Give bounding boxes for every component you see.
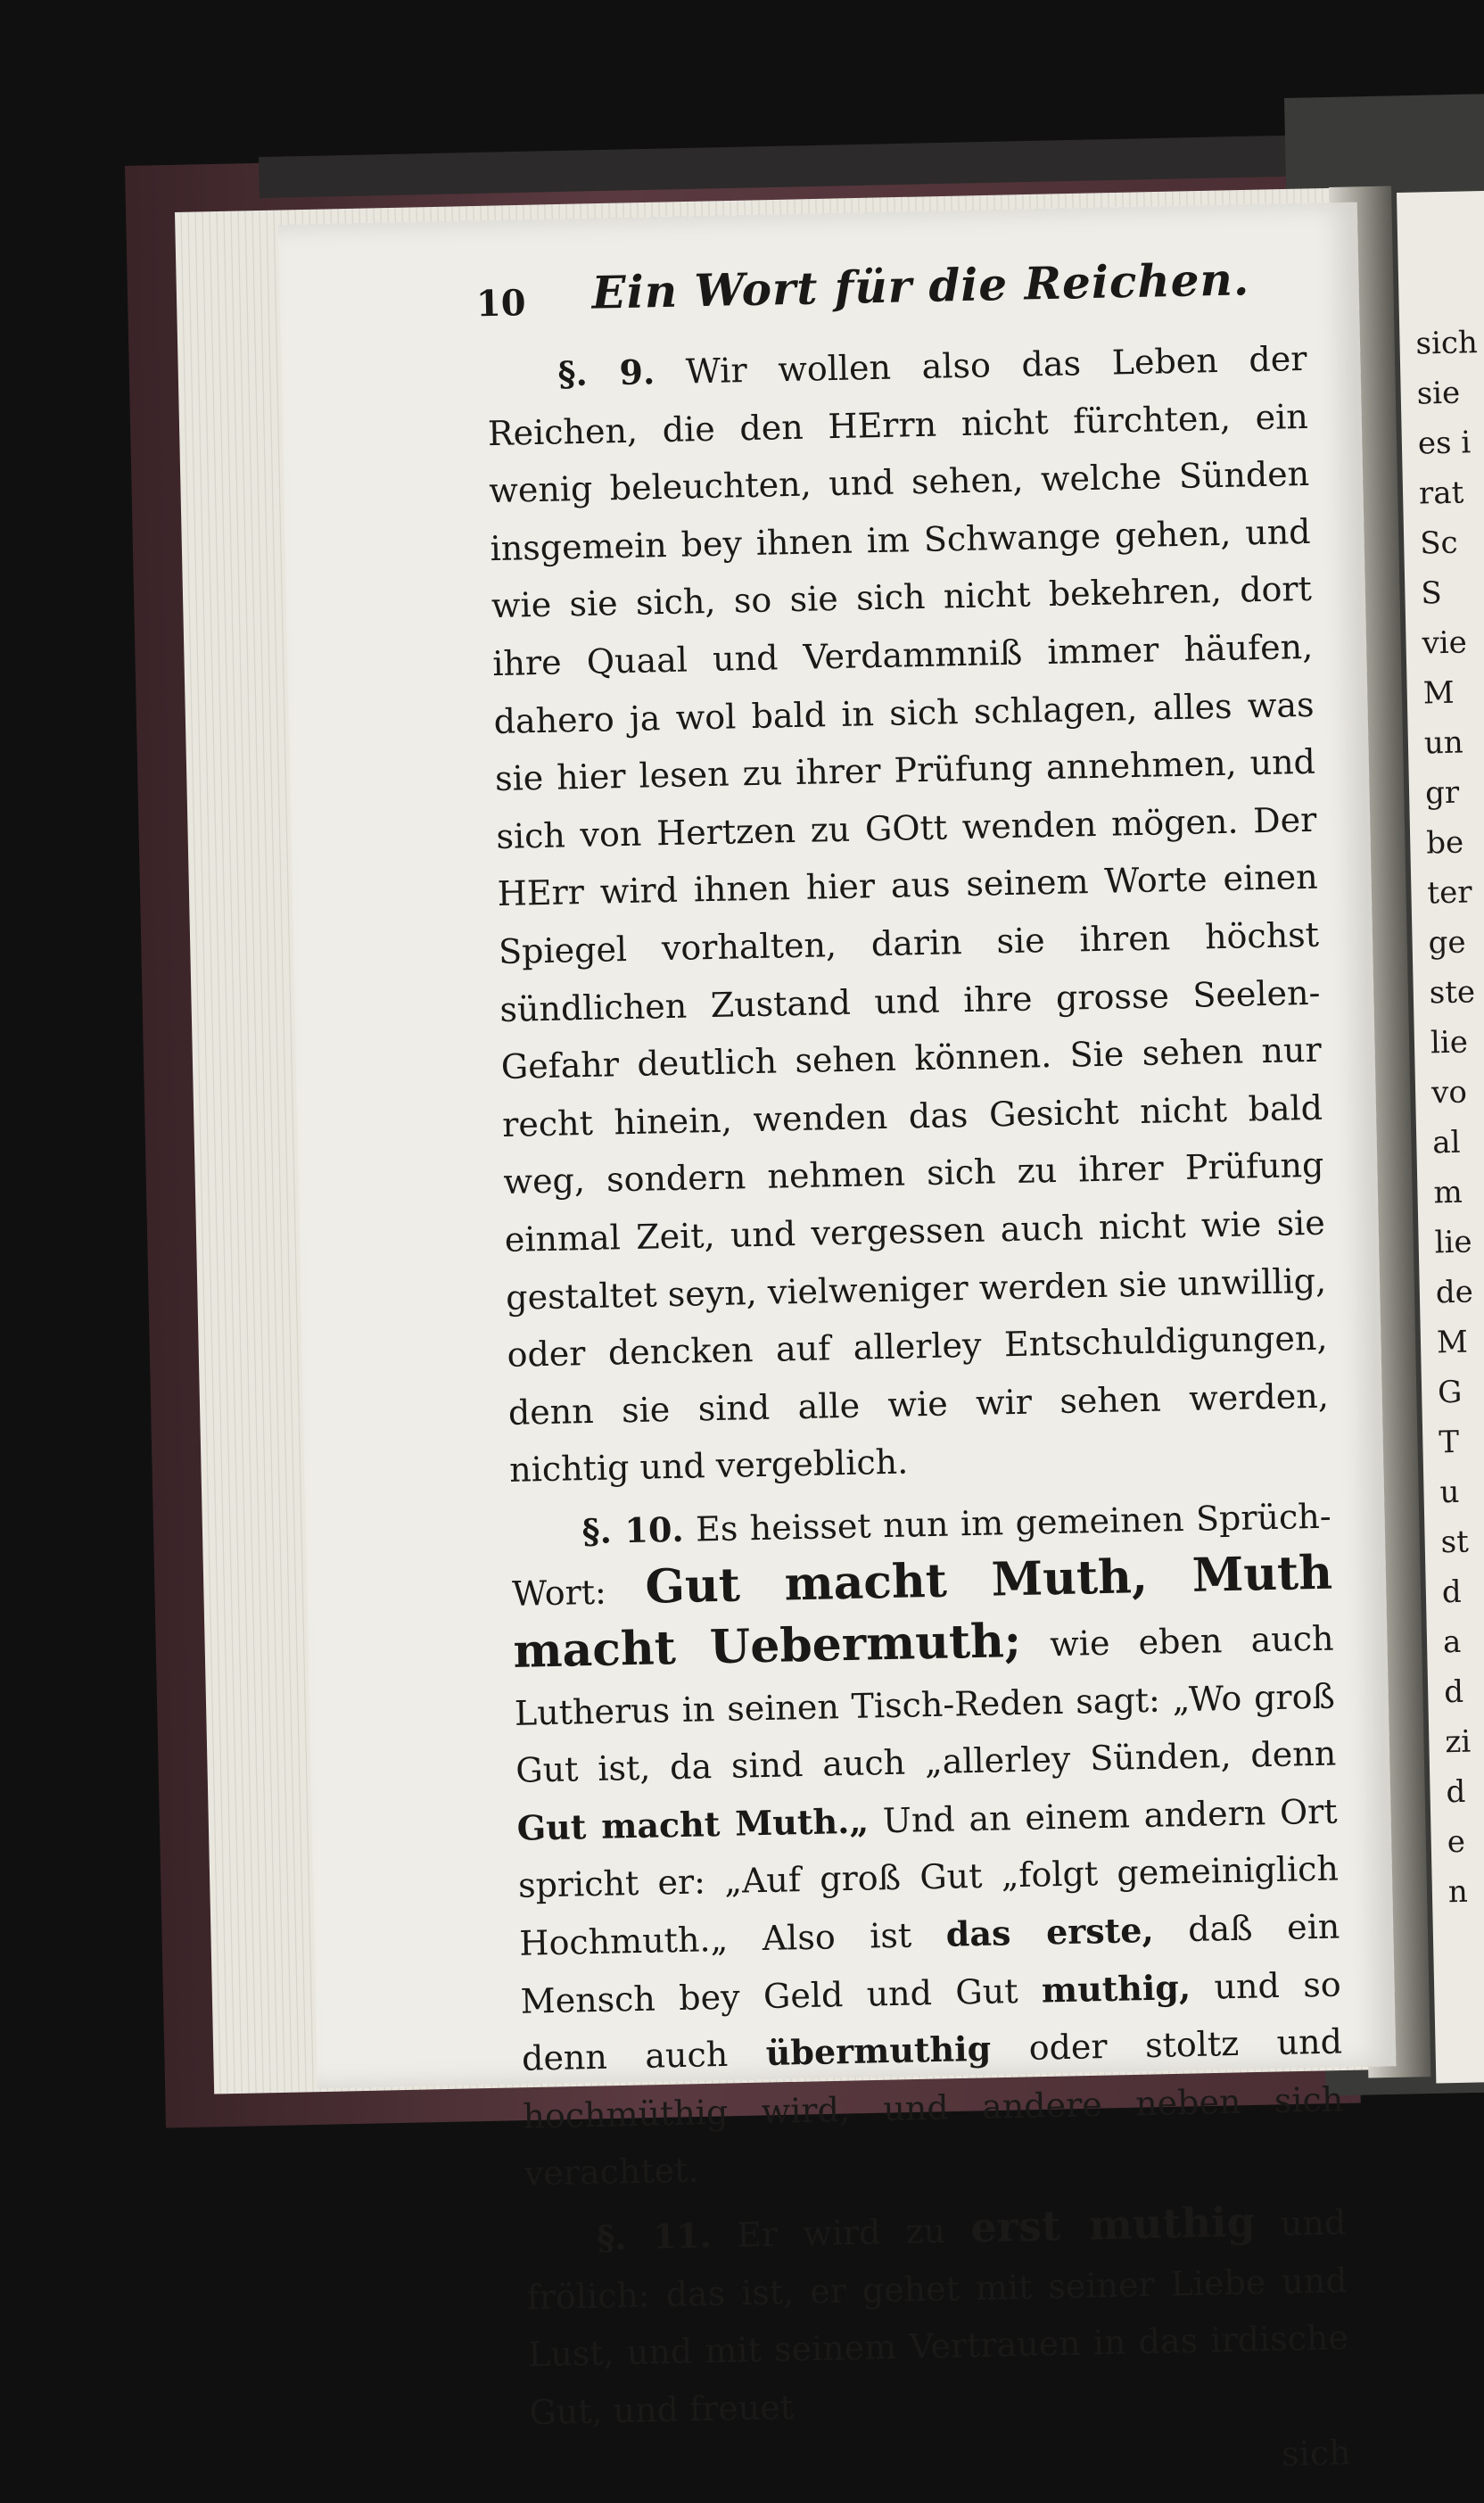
facing-page-fragment: es i	[1417, 425, 1472, 462]
paragraph-text: oder stoltz und hochmüthig wird, und andere neben sich verachtet.	[523, 2021, 1344, 2194]
facing-page-fragment: ter	[1427, 874, 1472, 912]
facing-page-fragment: rat	[1418, 475, 1464, 512]
text-block	[475, 248, 1352, 2499]
facing-page-fragment: S	[1421, 575, 1443, 612]
emphasized-text: muthig,	[1041, 1966, 1191, 2011]
facing-page-fragment: ste	[1429, 974, 1476, 1012]
facing-page-fragment: sich	[1415, 325, 1479, 362]
book-page	[278, 202, 1397, 2474]
page-number: 10	[475, 282, 527, 326]
section-number: §. 11.	[596, 2215, 713, 2259]
facing-page-fragment: a	[1442, 1623, 1462, 1661]
section-number: §. 9.	[557, 351, 655, 394]
facing-page-fragment: st	[1440, 1524, 1470, 1561]
paragraph-text: Und an einem andern Ort spricht er: „Auf groß Gut „folgt gemeiniglich Hochmuth.„ Also ist	[517, 1791, 1340, 1963]
facing-page-fragment: vie	[1422, 624, 1468, 662]
facing-page-fragment: G	[1437, 1374, 1463, 1411]
facing-page-fragment: d	[1441, 1574, 1463, 1611]
facing-page-fragment: n	[1447, 1873, 1469, 1911]
facing-page-fragment: ge	[1428, 924, 1466, 962]
paragraph-text: daß ein Mensch bey Geld und Gut	[520, 1906, 1340, 2021]
facing-page-fragment: Sc	[1419, 525, 1459, 562]
paragraph-text: Wir wollen also das Leben der Reichen, die den HErrn nicht fürchten, ein wenig beleuchten, und sehen, welche Sünden insgemein bey ihnen im Schwange gehen, und wie sie sich, so sie sich nicht bekehren, dort ihre Quaal und Verdammniß immer häufen, dahero ja wol bald in sich schlagen, alles was sie hier lesen zu ihrer Prüfung annehmen, und sich von Hertzen zu GOtt wenden mögen. Der HErr wird ihnen hier aus seinem Worte einen Spiegel vorhalten, darin sie ihren höchst sündlichen Zustand und ihre grosse Seelen-Gefahr deutlich sehen können. Sie sehen nur recht hinein, wenden das Gesicht nicht bald weg, sondern nehmen sich zu ihrer Prüfung einmal Zeit, und vergessen auch nicht wie sie gestaltet seyn, vielweniger werden sie unwillig, oder dencken auf allerley Entschuldigungen, denn sie sind alle wie wir sehen werden, nichtig und vergeblich.	[487, 338, 1330, 1491]
facing-page-fragment: m	[1433, 1174, 1463, 1211]
catchword: sich	[1281, 2433, 1352, 2474]
facing-page-fragment: M	[1436, 1324, 1469, 1361]
facing-page-fragment: gr	[1424, 774, 1460, 812]
paragraph-text: Er wird zu	[736, 2210, 946, 2255]
page-header	[475, 248, 1307, 347]
facing-page-fragment: zi	[1444, 1723, 1472, 1761]
emphasized-proverb: Gut macht Muth, Muth macht Uebermuth;	[512, 1546, 1333, 1679]
facing-page-fragment: d	[1446, 1773, 1466, 1811]
paragraph-9	[486, 330, 1331, 1499]
emphasized-text: erst muthig	[969, 2197, 1257, 2252]
facing-page-fragment: vo	[1430, 1074, 1468, 1111]
running-title: Ein Wort für die Reichen.	[591, 252, 1250, 319]
facing-page-fragment: e	[1447, 1823, 1466, 1861]
facing-page-fragment: M	[1422, 674, 1455, 712]
emphasized-text: Gut macht Muth.„	[516, 1800, 870, 1848]
facing-page-fragment: al	[1431, 1124, 1461, 1161]
paragraph-text: Es heisset nun im gemeinen Sprüch-Wort:	[511, 1496, 1332, 1615]
paragraph-11	[525, 2191, 1350, 2441]
facing-page-fragment: un	[1423, 724, 1464, 762]
paragraph-text: und frölich: das ist, er gehet mit seiner Liebe und Lust, und mit seinem Vertrauen in das irdische Gut, und freuet	[526, 2202, 1349, 2433]
emphasized-text: übermuthig	[765, 2028, 992, 2074]
facing-page-fragment: u	[1439, 1474, 1460, 1511]
facing-page-fragment: T	[1438, 1424, 1460, 1461]
facing-page-fragment: d	[1443, 1673, 1464, 1711]
facing-page-fragment: lie	[1430, 1024, 1469, 1062]
facing-page-fragment: be	[1425, 824, 1464, 862]
paragraph-10	[510, 1487, 1345, 2202]
facing-page-fragment: sie	[1416, 375, 1461, 412]
facing-page-fragment: lie	[1434, 1224, 1472, 1261]
emphasized-text: das erste,	[945, 1909, 1155, 1954]
facing-page-fragment: de	[1435, 1274, 1474, 1311]
paragraph-text: wie eben auch Lutherus in seinen Tisch-Reden sagt: „Wo groß Gut ist, da sind auch „allerley Sünden, denn	[514, 1618, 1337, 1791]
paragraph-text: und so denn auch	[521, 1964, 1342, 2078]
section-number: §. 10.	[581, 1508, 685, 1552]
